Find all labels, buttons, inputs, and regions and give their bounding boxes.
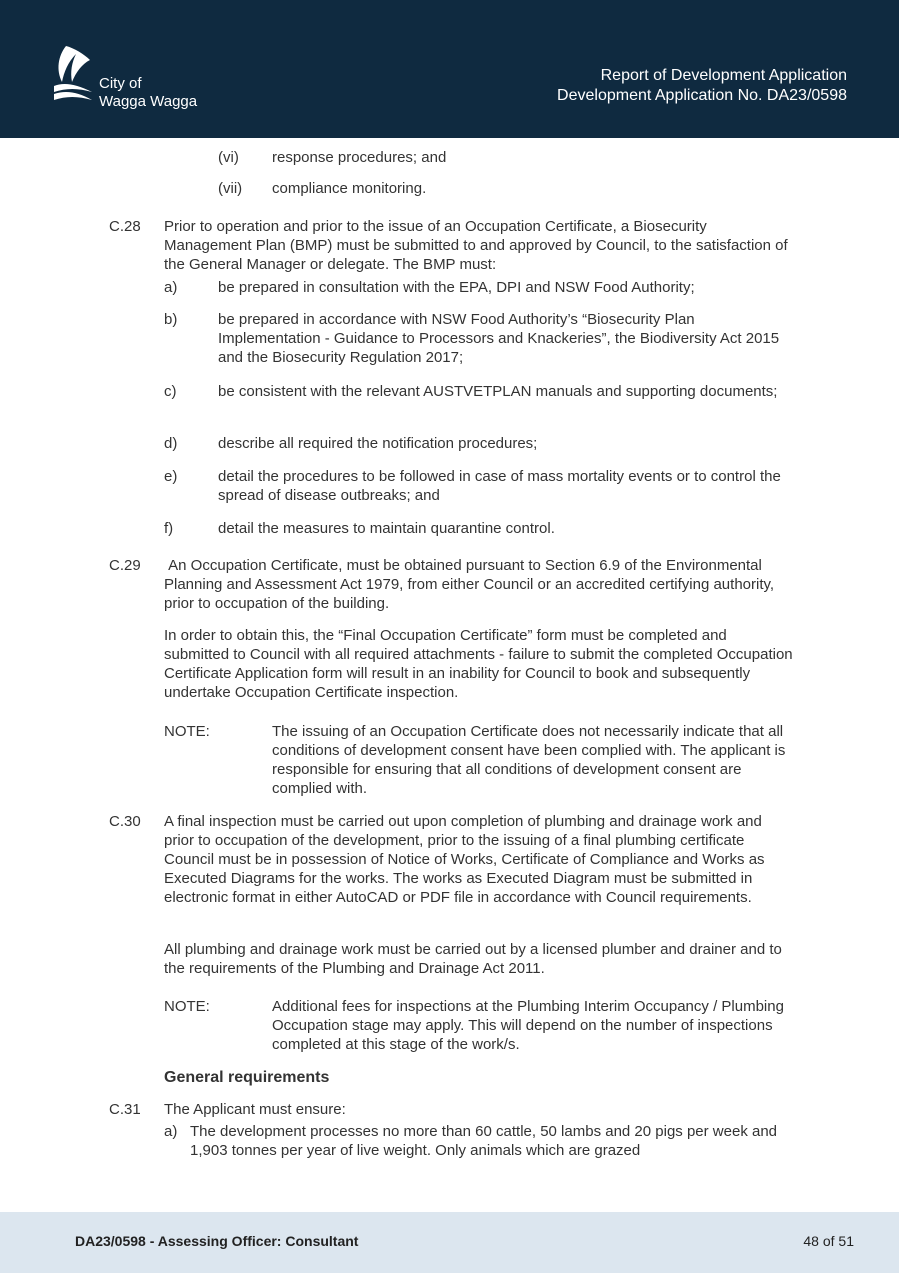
page-footer bbox=[0, 1212, 899, 1273]
section-heading-text: General requirements bbox=[164, 1069, 330, 1086]
council-logo bbox=[52, 42, 222, 112]
item-label: b) bbox=[164, 311, 178, 328]
item-text: detail the procedures to be followed in case of mass mortality events or to control the spread of disease outbreaks; and bbox=[218, 468, 781, 504]
footer-reference: DA23/0598 - Assessing Officer: Consultant bbox=[75, 1233, 359, 1249]
item-text: The development processes no more than 60 cattle, 50 lambs and 20 pigs per week and 1,903 tonnes per year of live weight. Only animals which are grazed bbox=[190, 1123, 778, 1159]
logo-line-1: City of bbox=[99, 75, 142, 92]
condition-paragraph: In order to obtain this, the “Final Occupation Certificate” form must be completed and submitted to Council with all required attachments - failure to submit the completed Occupation Certificate Application form will result in an inability for Council to book and subsequently undertake Occupation Certificate inspection. bbox=[164, 627, 793, 701]
page-header bbox=[0, 0, 899, 138]
item-label: f) bbox=[164, 520, 174, 537]
condition-paragraph: All plumbing and drainage work must be carried out by a licensed plumber and drainer and to the requirements of the Plumbing and Drainage Act 2011. bbox=[164, 941, 782, 977]
item-label: (vii) bbox=[218, 180, 243, 197]
note-label: NOTE: bbox=[164, 723, 210, 740]
condition-number: C.30 bbox=[109, 813, 141, 830]
note-text: Additional fees for inspections at the Plumbing Interim Occupancy / Plumbing Occupation stage may apply. This will depend on the number of inspections completed at this stage of the work/s. bbox=[272, 998, 784, 1053]
item-text: response procedures; and bbox=[272, 149, 447, 166]
note-text: The issuing of an Occupation Certificate does not necessarily indicate that all conditions of development consent have been complied with. The applicant is responsible for ensuring that all conditions of development consent are complied with. bbox=[272, 723, 786, 797]
note-label: NOTE: bbox=[164, 998, 210, 1015]
item-label: c) bbox=[164, 383, 177, 400]
item-text: detail the measures to maintain quarantine control. bbox=[218, 520, 555, 537]
report-title bbox=[557, 66, 847, 106]
report-title-line-1: Report of Development Application bbox=[600, 67, 847, 84]
item-text: compliance monitoring. bbox=[272, 180, 427, 197]
condition-number: C.29 bbox=[109, 557, 141, 574]
item-text: be prepared in accordance with NSW Food Authority’s “Biosecurity Plan Implementation - Guidance to Processors and Knackeries”, the Biodiversity Act 2015 and the Biosecurity Regulation 2017; bbox=[218, 311, 780, 366]
item-text: be consistent with the relevant AUSTVETPLAN manuals and supporting documents; bbox=[218, 383, 778, 400]
logo-wordmark bbox=[99, 75, 197, 111]
report-title-line-2: Development Application No. DA23/0598 bbox=[557, 87, 847, 104]
bird-logo-icon bbox=[52, 42, 96, 106]
item-text: be prepared in consultation with the EPA, DPI and NSW Food Authority; bbox=[218, 279, 695, 296]
item-label: (vi) bbox=[218, 149, 239, 166]
page-number: 48 of 51 bbox=[803, 1233, 854, 1249]
condition-number: C.28 bbox=[109, 218, 141, 235]
item-label: a) bbox=[164, 1123, 178, 1140]
condition-intro: The Applicant must ensure: bbox=[164, 1101, 346, 1118]
item-label: d) bbox=[164, 435, 178, 452]
item-label: e) bbox=[164, 468, 178, 485]
item-label: a) bbox=[164, 279, 178, 296]
logo-line-2: Wagga Wagga bbox=[99, 93, 198, 110]
item-text: describe all required the notification procedures; bbox=[218, 435, 538, 452]
condition-paragraph: A final inspection must be carried out upon completion of plumbing and drainage work and prior to occupation of the development, prior to the issuing of a final plumbing certificate Council must be in possession of Notice of Works, Certificate of Compliance and Works as Executed Diagrams for the works. The works as Executed Diagram must be submitted in electronic format in either AutoCAD or PDF file in accordance with Council requirements. bbox=[164, 813, 765, 906]
condition-paragraph: An Occupation Certificate, must be obtained pursuant to Section 6.9 of the Environmental Planning and Assessment Act 1979, from either Council or an accredited certifying authority, prior to occupation of the building. bbox=[164, 557, 779, 612]
condition-number: C.31 bbox=[109, 1101, 141, 1118]
condition-intro: Prior to operation and prior to the issue of an Occupation Certificate, a Biosecurity Management Plan (BMP) must be submitted to and approved by Council, to the satisfaction of the General Manager or delegate. The BMP must: bbox=[164, 218, 788, 273]
